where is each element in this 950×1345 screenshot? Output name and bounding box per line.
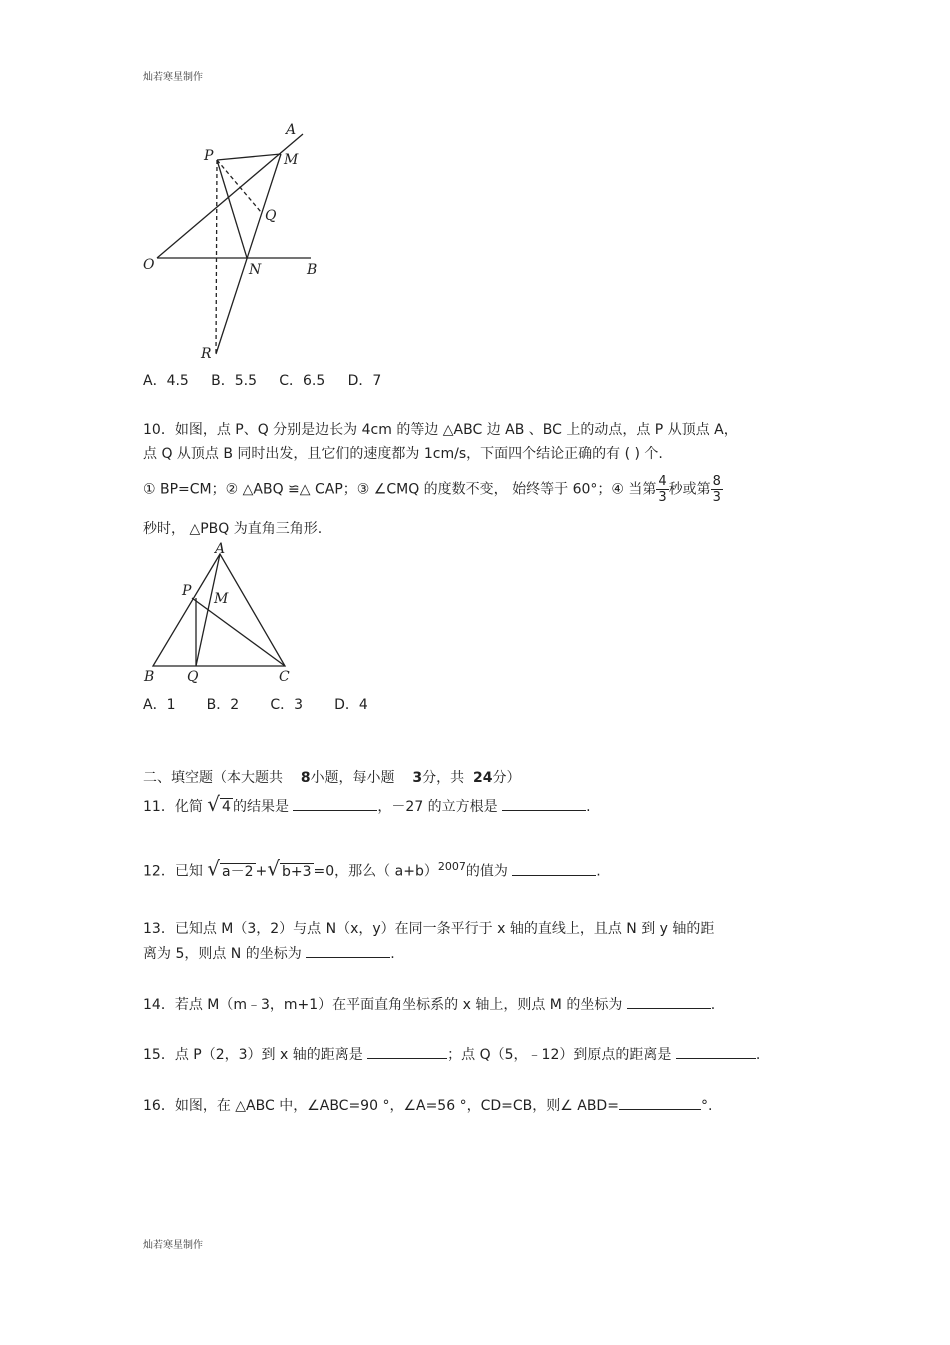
q13-line-2 bbox=[143, 944, 395, 963]
q10-line-4: 秒时， △PBQ 为直角三角形. bbox=[143, 521, 323, 537]
section-2-count: 8 bbox=[300, 770, 311, 786]
q15-end: . bbox=[755, 1047, 761, 1063]
q15-answer-blank-2[interactable] bbox=[676, 1045, 756, 1059]
q10-line-3 bbox=[143, 474, 723, 505]
figure-2-triangle bbox=[138, 540, 298, 690]
figure-2-label-q: Q bbox=[187, 669, 199, 685]
q16 bbox=[143, 1096, 712, 1115]
q12-end: . bbox=[596, 863, 601, 880]
fraction-4-3 bbox=[656, 474, 668, 505]
q11-text: 的结果是 bbox=[232, 799, 289, 815]
fraction-8-3 bbox=[711, 474, 723, 505]
sqrt-icon: √ bbox=[207, 792, 221, 816]
q14-end: . bbox=[710, 997, 716, 1013]
q10-option-a: A．1 bbox=[143, 697, 176, 713]
q9-option-a: A．4.5 bbox=[143, 373, 189, 389]
q14-text: 14．若点 M（m﹣3，m+1）在平面直角坐标系的 x 轴上，则点 M 的坐标为 bbox=[143, 997, 623, 1013]
figure-1-label-a: A bbox=[286, 122, 297, 138]
q10-option-d: D．4 bbox=[334, 697, 368, 713]
q10-option-b: B．2 bbox=[206, 697, 240, 713]
q14-answer-blank[interactable] bbox=[627, 995, 711, 1009]
q12-plus: + bbox=[255, 863, 268, 880]
section-2-text: 二、填空题（本大题共 bbox=[143, 770, 283, 786]
q11-radicand: 4 bbox=[222, 799, 231, 815]
footer-watermark: 灿若寒星制作 bbox=[143, 1240, 203, 1251]
q15 bbox=[143, 1045, 760, 1064]
q15-text: 15．点 P（2，3）到 x 轴的距离是 bbox=[143, 1047, 363, 1063]
q16-text: 16．如图，在 △ABC 中，∠ABC=90 °，∠A=56 °，CD=CB，则∠ ABD= bbox=[143, 1098, 619, 1114]
fraction-numerator: 4 bbox=[658, 474, 667, 489]
q12-text: =0，那么（ a+b） bbox=[313, 863, 438, 880]
q11 bbox=[143, 792, 591, 816]
q13-text: 离为 5，则点 N 的坐标为 bbox=[143, 946, 302, 962]
q13-line-1: 13．已知点 M（3，2）与点 N（x，y）在同一条平行于 x 轴的直线上，且点 N 到 y 轴的距 bbox=[143, 921, 715, 937]
figure-1-label-p: P bbox=[204, 148, 214, 164]
header-watermark: 灿若寒星制作 bbox=[143, 72, 203, 83]
figure-1-label-m: M bbox=[284, 152, 299, 168]
section-2-points-each: 3 bbox=[412, 770, 423, 786]
section-2-points-total: 24 bbox=[473, 770, 493, 786]
q9-option-d: D．7 bbox=[347, 373, 382, 389]
sqrt-icon: √ bbox=[207, 856, 221, 881]
q11-text: 11．化简 bbox=[143, 799, 203, 815]
figure-1-label-q: Q bbox=[265, 208, 277, 224]
figure-1-label-o: O bbox=[143, 257, 155, 273]
section-2-title bbox=[143, 769, 521, 787]
q12-answer-blank[interactable] bbox=[512, 862, 596, 876]
q9-option-c: C．6.5 bbox=[279, 373, 326, 389]
q15-text: ；点 Q（5，﹣12）到原点的距离是 bbox=[447, 1047, 672, 1063]
q10-line-3-text: ① BP=CM；② △ABQ ≌△ CAP；③ ∠CMQ 的度数不变， 始终等于 60°；④ 当第 bbox=[143, 481, 657, 498]
q12 bbox=[143, 858, 601, 881]
fraction-numerator: 8 bbox=[712, 474, 721, 489]
q16-answer-blank[interactable] bbox=[619, 1096, 701, 1110]
section-2-text: 小题，每小题 bbox=[310, 770, 395, 786]
q12-exponent: 2007 bbox=[437, 860, 466, 873]
q10-line-2: 点 Q 从顶点 B 同时出发，且它们的速度都为 1cm/s，下面四个结论正确的有 ( ) 个. bbox=[143, 446, 663, 462]
q12-radicand-1: a－2 bbox=[222, 863, 254, 880]
q11-text: ，－27 的立方根是 bbox=[377, 799, 498, 815]
figure-2-label-a: A bbox=[215, 541, 226, 557]
q14 bbox=[143, 995, 715, 1014]
q10-option-c: C．3 bbox=[270, 697, 303, 713]
q12-text: 12．已知 bbox=[143, 863, 203, 880]
fraction-denominator: 3 bbox=[658, 490, 667, 505]
figure-2-label-b: B bbox=[144, 669, 155, 685]
fraction-denominator: 3 bbox=[712, 490, 721, 505]
figure-1-geometry bbox=[135, 118, 335, 368]
figure-1-label-b: B bbox=[307, 262, 318, 278]
figure-1-label-r: R bbox=[201, 346, 212, 362]
sqrt-icon: √ bbox=[267, 856, 281, 881]
q12-radicand-2: b+3 bbox=[282, 863, 312, 880]
q9-options bbox=[143, 372, 381, 390]
q16-end: °. bbox=[700, 1098, 713, 1114]
q11-answer-blank-2[interactable] bbox=[502, 797, 586, 811]
q11-answer-blank-1[interactable] bbox=[293, 797, 377, 811]
q10-line-1: 10．如图，点 P、Q 分别是边长为 4cm 的等边 △ABC 边 AB 、BC 上的动点，点 P 从顶点 A， bbox=[143, 422, 738, 438]
q12-text: 的值为 bbox=[465, 863, 508, 880]
figure-2-label-c: C bbox=[279, 669, 290, 685]
figure-2-label-p: P bbox=[182, 583, 192, 599]
q10-line-3-mid: 秒或第 bbox=[668, 481, 711, 498]
section-2-text: 分） bbox=[492, 770, 521, 786]
section-2-text: 分，共 bbox=[422, 770, 465, 786]
q13-answer-blank[interactable] bbox=[306, 944, 390, 958]
q11-end: . bbox=[586, 799, 591, 815]
q13-end: . bbox=[390, 946, 395, 962]
figure-1-label-n: N bbox=[249, 262, 262, 278]
figure-2-label-m: M bbox=[214, 591, 229, 607]
q9-option-b: B．5.5 bbox=[211, 373, 257, 389]
q10-options bbox=[143, 696, 368, 714]
q15-answer-blank-1[interactable] bbox=[367, 1045, 447, 1059]
